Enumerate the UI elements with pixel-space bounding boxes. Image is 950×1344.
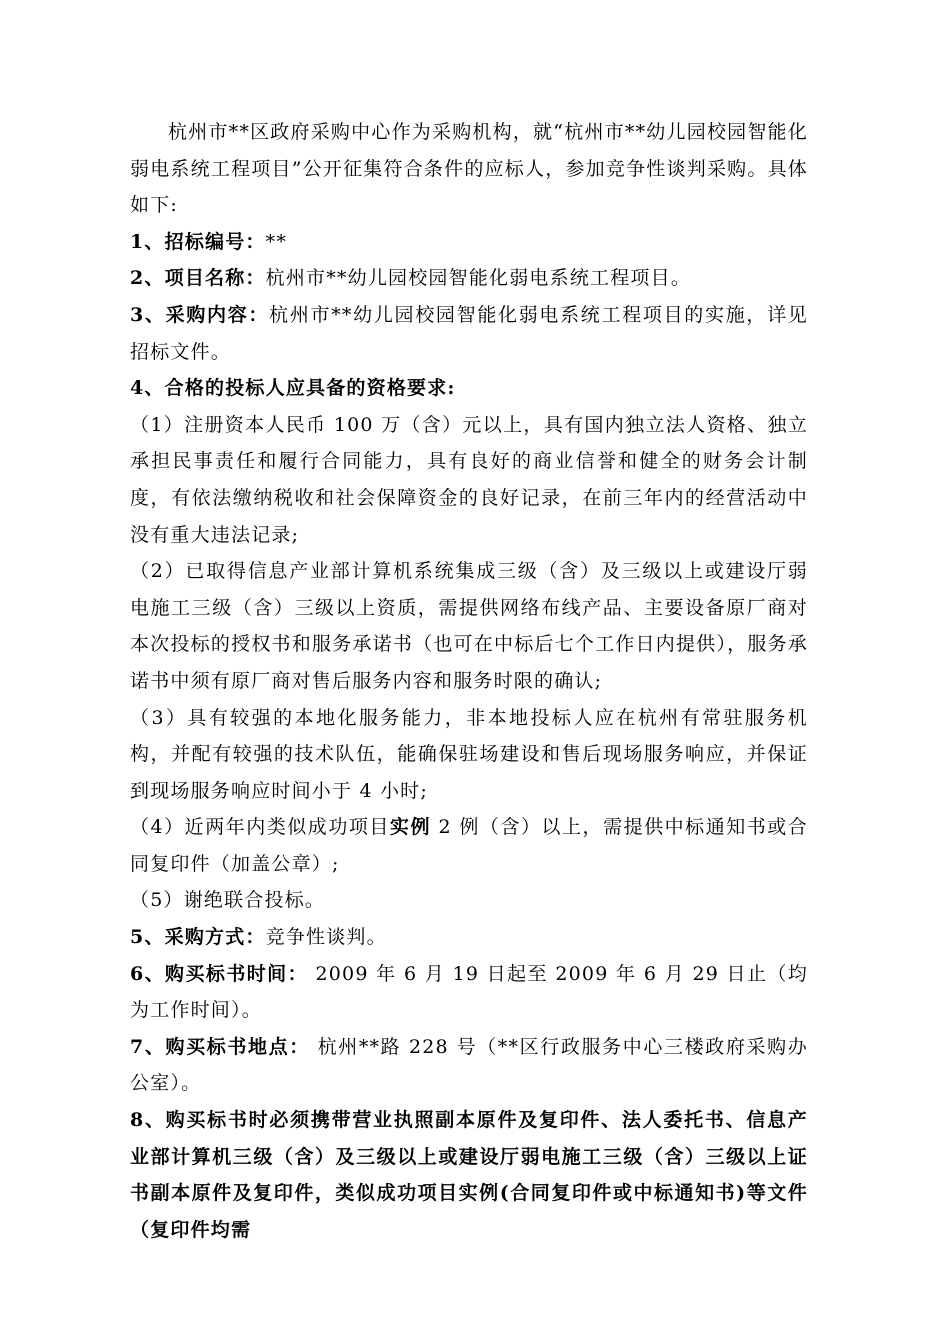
item-qualifications-label: 4、合格的投标人应具备的资格要求: — [130, 377, 456, 400]
item-qualifications-heading — [130, 370, 808, 407]
item-procurement-content-label: 3、采购内容： — [130, 303, 270, 326]
item-purchase-time-value: 2009 年 6 月 19 日起至 2009 年 6 月 29 日止（均为工作时间）。 — [130, 962, 808, 1022]
item-procurement-method-value: 竞争性谈判。 — [265, 926, 387, 949]
requirement-4-bold: 实例 — [389, 816, 431, 839]
requirement-4-pre: （4）近两年内类似成功项目 — [130, 816, 390, 839]
item-procurement-content — [130, 297, 808, 370]
item-purchase-location — [130, 1029, 808, 1102]
item-procurement-method — [130, 919, 808, 956]
item-purchase-time-label: 6、购买标书时间： — [130, 962, 309, 985]
item-project-name — [130, 260, 808, 297]
requirement-5: （5）谢绝联合投标。 — [130, 889, 326, 912]
item-project-name-value: 杭州市**幼儿园校园智能化弱电系统工程项目。 — [265, 267, 692, 290]
item-required-documents: 8、购买标书时必须携带营业执照副本原件及复印件、法人委托书、信息产业部计算机三级（含）及三级以上或建设厅弱电施工三级（含）三级以上证书副本原件及复印件，类似成功项目实例(合同复印件或中标通知书)等文件（复印件均需 — [130, 1109, 808, 1241]
item-procurement-method-label: 5、采购方式： — [130, 926, 266, 949]
requirement-2: （2）已取得信息产业部计算机系统集成三级（含）及三级以上或建设厅弱电施工三级（含）三级以上资质，需提供网络布线产品、主要设备原厂商对本次投标的授权书和服务承诺书（也可在中标后七个工作日内提供），服务承诺书中须有原厂商对售后服务内容和服务时限的确认; — [130, 560, 808, 692]
requirement-3: （3）具有较强的本地化服务能力，非本地投标人应在杭州有常驻服务机构，并配有较强的技术队伍，能确保驻场建设和售后现场服务响应，并保证到现场服务响应时间小于 4 小时; — [130, 706, 808, 802]
item-project-name-label: 2、项目名称： — [130, 267, 266, 290]
item-bid-number-label: 1、招标编号： — [130, 230, 266, 253]
requirement-1: （1）注册资本人民币 100 万（含）元以上，具有国内独立法人资格、独立承担民事责任和履行合同能力，具有良好的商业信誉和健全的财务会计制度，有依法缴纳税收和社会保障资金的良好记录，在前三年内的经营活动中没有重大违法记录; — [130, 413, 808, 546]
item-purchase-location-value: 杭州**路 228 号（**区行政服务中心三楼政府采购办公室）。 — [130, 1035, 808, 1095]
intro-paragraph: 杭州市**区政府采购中心作为采购机构，就“杭州市**幼儿园校园智能化弱电系统工程项目”公开征集符合条件的应标人，参加竞争性谈判采购。具体如下: — [130, 121, 808, 217]
requirement-4 — [130, 809, 808, 882]
document-body — [130, 114, 808, 1248]
item-bid-number-value: ** — [265, 230, 288, 253]
item-purchase-time — [130, 956, 808, 1029]
requirement-4-post: 2 例（含）以上，需提供中标通知书或合同复印件（加盖公章）; — [130, 816, 808, 875]
item-procurement-content-value: 杭州市**幼儿园校园智能化弱电系统工程项目的实施，详见招标文件。 — [130, 303, 809, 363]
item-purchase-location-label: 7、购买标书地点： — [130, 1035, 310, 1058]
item-bid-number — [130, 224, 808, 261]
